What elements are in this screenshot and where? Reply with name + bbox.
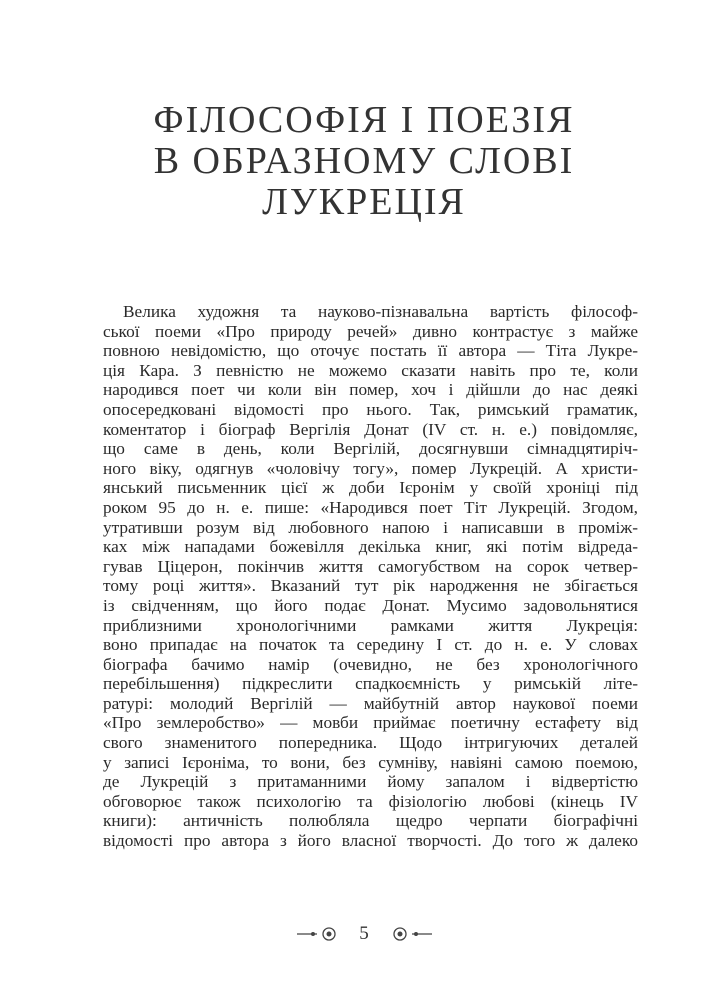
text-line: книги): античність полюбляла щедро черпати біографічні (103, 811, 638, 831)
text-line: ратурі: молодий Вергілій — майбутній автор наукової поеми (103, 693, 638, 713)
text-line: відомості про автора з його власної творчості. До того ж далеко (103, 831, 638, 851)
text-line: у записі Ієроніма, то вони, без сумніву, навіяні самою поемою, (103, 752, 638, 772)
text-line: коментатор і біограф Вергілія Донат (IV ст. н. е.) повідомляє, (103, 419, 638, 439)
text-line: де Лукрецій з притаманними йому запалом і відвертістю (103, 772, 638, 792)
text-line: опосередковані відомості про нього. Так, римський граматик, (103, 399, 638, 419)
text-line: ської поеми «Про природу речей» дивно контрастує з майже (103, 321, 638, 341)
text-line: «Про землеробство» — мовби приймає поетичну естафету від (103, 713, 638, 733)
text-line: із свідченням, що його подає Донат. Мусимо задовольнятися (103, 595, 638, 615)
text-line: приблизними хронологічними рамками життя Лукреція: (103, 615, 638, 635)
text-line: ція Кара. З певністю не можемо сказати навіть про те, коли (103, 360, 638, 380)
text-line: свого знаменитого попередника. Щодо інтригуючих деталей (103, 733, 638, 753)
text-line: що саме в день, коли Вергілій, досягнувши сімнадцятиріч- (103, 439, 638, 459)
text-line: Велика художня та науково-пізнавальна вартість філософ- (123, 302, 638, 321)
text-line: утративши розум від любовного напою і написавши в проміж- (103, 517, 638, 537)
page-number: 5 (359, 922, 369, 944)
left-ornament-icon (295, 927, 339, 941)
text-line: гував Ціцерон, покінчив життя самогубством на сорок четвер- (103, 556, 638, 576)
right-ornament-icon (390, 927, 434, 941)
chapter-title-line: ЛУКРЕЦІЯ (262, 181, 466, 223)
text-line: перебільшення) підкреслити спадкоємність у римській літе- (103, 674, 638, 694)
page-footer (0, 922, 728, 945)
text-line: ках між нападами божевілля декілька книг, які потім відреда- (103, 537, 638, 557)
chapter-title-line: В ОБРАЗНОМУ СЛОВІ (153, 140, 575, 182)
text-line: янський письменник цієї ж доби Ієронім у своїй хроніці під (103, 478, 638, 498)
body-text (103, 302, 638, 851)
chapter-title-line: ФІЛОСОФІЯ І ПОЕЗІЯ (153, 99, 575, 141)
text-line: тому році життя». Вказаний тут рік народження не збігається (103, 576, 638, 596)
text-line: біографа бачимо намір (очевидно, не без хронологічного (103, 654, 638, 674)
chapter-title (0, 100, 728, 223)
text-line: воно припадає на початок та середину І ст. до н. е. У словах (103, 635, 638, 655)
text-line: народився поет чи коли він помер, хоч і дійшли до нас деякі (103, 380, 638, 400)
text-line: ного віку, одягнув «чоловічу тогу», помер Лукрецій. А христи- (103, 458, 638, 478)
text-line: роком 95 до н. е. пише: «Народився поет Тіт Лукрецій. Згодом, (103, 497, 638, 517)
text-line: повною невідомістю, що оточує постать її автора — Тіта Лукре- (103, 341, 638, 361)
text-line: обговорює також психологію та фізіологію любові (кінець IV (103, 791, 638, 811)
